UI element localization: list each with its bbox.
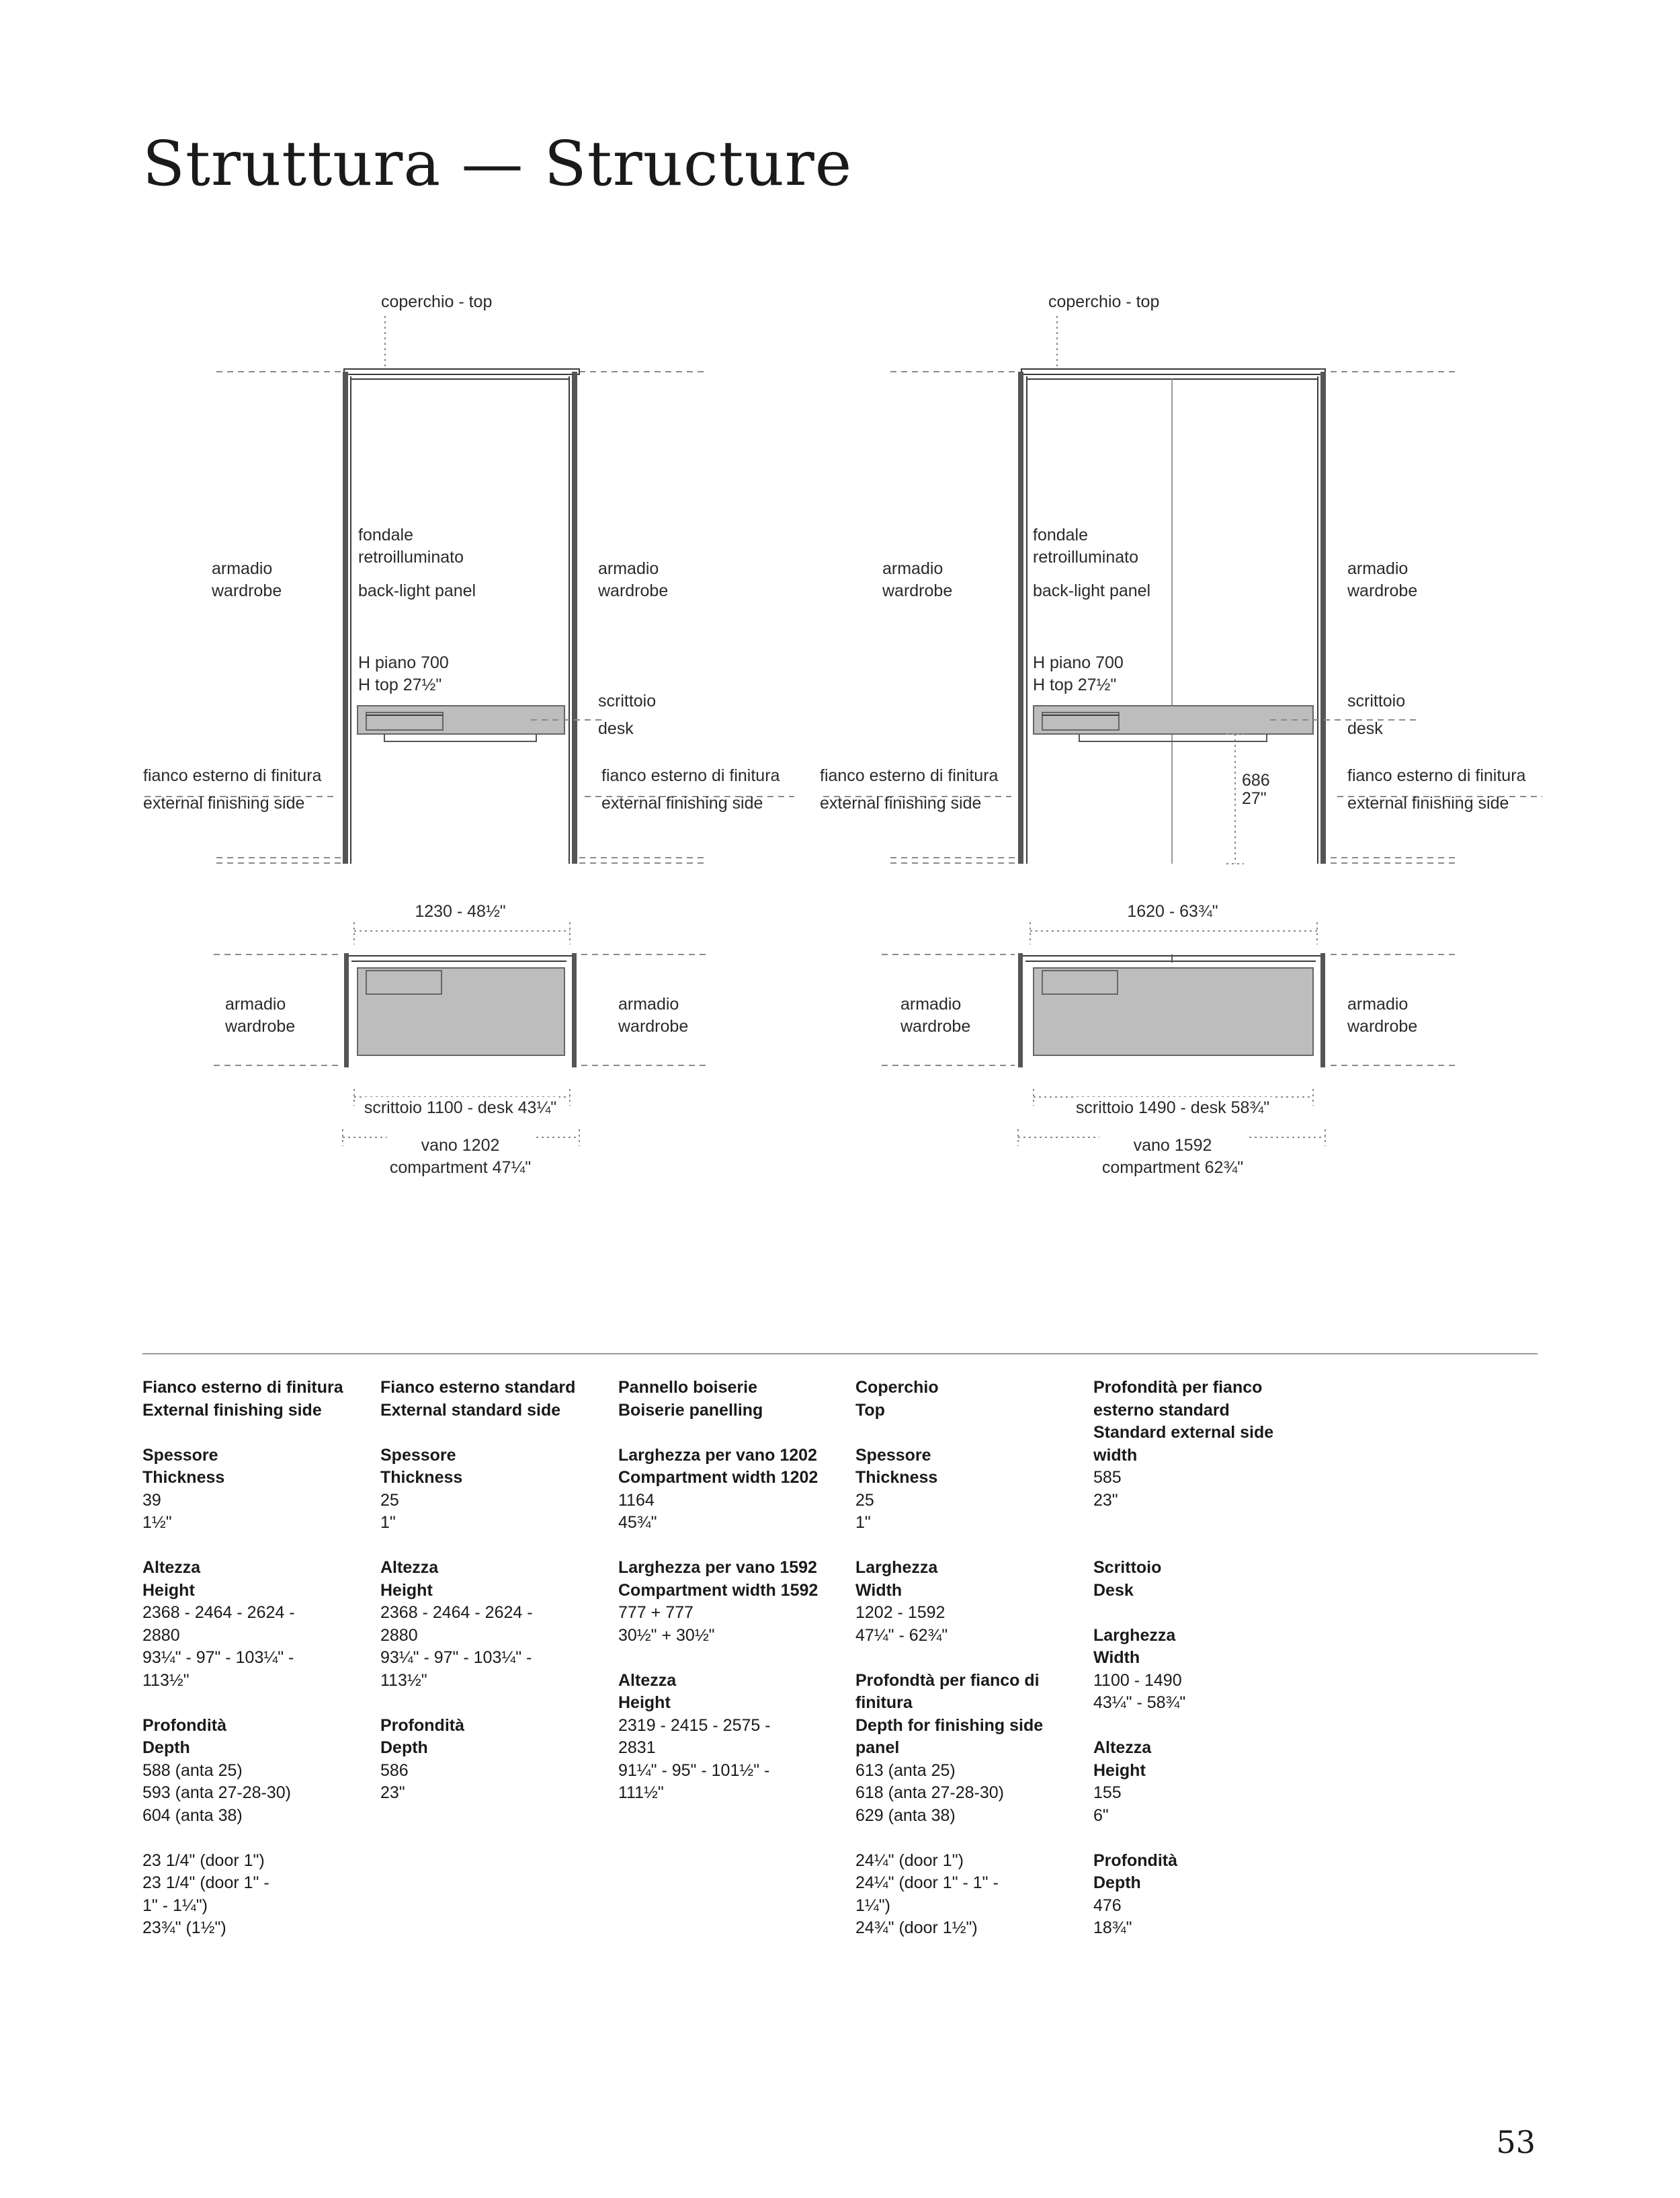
plan-side-left (1018, 953, 1023, 1067)
spec-value: 23¾" (1½") (142, 1918, 226, 1937)
spec-col-external-finishing-side (142, 1377, 371, 1940)
spec-heading: Desk (1093, 1580, 1134, 1600)
label-plan-width: 1230 - 48½" (415, 902, 506, 921)
spec-heading: Spessore (380, 1445, 456, 1465)
spec-heading: Larghezza per vano 1202 (618, 1445, 817, 1465)
spec-gap (855, 1827, 1084, 1850)
label-plan-wardrobe-right: armadio wardrobe (1347, 995, 1418, 1036)
label-desk-width: scrittoio 1490 - desk 58¾" (1073, 1097, 1272, 1119)
spec-gap (855, 1535, 1084, 1557)
spec-heading: Profondità (380, 1715, 464, 1735)
label-wardrobe-left: armadio wardrobe (212, 559, 282, 600)
spec-gap (1093, 1827, 1322, 1850)
spec-value: 23 1/4" (door 1") (142, 1850, 265, 1870)
spec-heading: Top (855, 1400, 885, 1420)
spec-col-external-standard-side (380, 1377, 609, 1805)
spec-heading: Scrittoio (1093, 1558, 1162, 1577)
spec-value: 113½" (142, 1670, 190, 1690)
desk-support (1079, 734, 1267, 741)
spec-heading: Spessore (142, 1445, 218, 1465)
spec-heading: Altezza (1093, 1738, 1152, 1757)
spec-heading: Thickness (380, 1468, 463, 1487)
spec-value: 777 + 777 (618, 1603, 694, 1622)
spec-value: 2319 - 2415 - 2575 - (618, 1715, 771, 1735)
spec-gap (142, 1422, 371, 1444)
spec-heading: Thickness (142, 1468, 225, 1487)
spec-value: 1" (380, 1513, 396, 1532)
label-top-cover: coperchio - top (381, 292, 493, 311)
spec-heading: Compartment width 1592 (618, 1580, 818, 1600)
label-wardrobe-right: armadio wardrobe (1347, 559, 1418, 600)
label-plan-wardrobe-right: armadio wardrobe (618, 995, 689, 1036)
section-divider (142, 1353, 1538, 1354)
spec-value: 2831 (618, 1738, 656, 1757)
spec-heading: Altezza (380, 1558, 439, 1577)
label-wardrobe-left: armadio wardrobe (882, 559, 953, 600)
label-plan-wardrobe-left: armadio wardrobe (225, 995, 296, 1036)
spec-value: 30½" + 30½" (618, 1625, 715, 1645)
spec-value: 629 (anta 38) (855, 1805, 956, 1825)
label-plan-width: 1620 - 63¾" (1127, 902, 1218, 921)
label-desk-width: scrittoio 1100 - desk 43¼" (362, 1097, 559, 1119)
spec-heading: Width (855, 1580, 902, 1600)
plan-side-left (344, 953, 349, 1067)
spec-heading: External finishing side (142, 1400, 322, 1420)
label-back-panel: fondale retroilluminato back-light panel (1033, 526, 1151, 600)
label-desk: scrittoio desk (598, 692, 657, 738)
spec-value: 6" (1093, 1805, 1109, 1825)
spec-heading: Standard external side (1093, 1423, 1274, 1442)
spec-value: 113½" (380, 1670, 427, 1690)
side-right (1320, 372, 1326, 864)
spec-value: 613 (anta 25) (855, 1760, 956, 1780)
side-left (343, 372, 348, 864)
spec-heading: Height (1093, 1760, 1146, 1780)
spec-value: 1202 - 1592 (855, 1603, 946, 1622)
spec-heading: Height (142, 1580, 195, 1600)
label-leg-height: 686 27" (1242, 771, 1270, 808)
label-desk: scrittoio desk (1347, 692, 1406, 738)
spec-value: 155 (1093, 1783, 1122, 1802)
spec-gap (380, 1535, 609, 1557)
spec-value: 593 (anta 27-28-30) (142, 1783, 291, 1802)
spec-gap (1093, 1512, 1322, 1535)
label-desk-height: H piano 700 H top 27½" (1033, 653, 1124, 694)
label-side-right: fianco esterno di finitura external finishing side (1347, 766, 1526, 813)
spec-heading: width (1093, 1445, 1138, 1465)
spec-value: 24¼" (door 1" - 1" - (855, 1873, 999, 1892)
spec-value: 2368 - 2464 - 2624 - (380, 1603, 533, 1622)
plan-side-right (1320, 953, 1325, 1067)
spec-heading: Coperchio (855, 1378, 939, 1397)
spec-value: 1100 - 1490 (1093, 1670, 1182, 1690)
spec-heading: Profondità (142, 1715, 226, 1735)
plan-side-right (572, 953, 577, 1067)
spec-value: 23 1/4" (door 1" - (142, 1873, 269, 1892)
spec-value: 23" (380, 1783, 405, 1802)
page-title: Struttura — Structure (142, 128, 853, 200)
spec-value: 476 (1093, 1896, 1122, 1915)
spec-gap (142, 1827, 371, 1850)
spec-value: 93¼" - 97" - 103¼" - (380, 1648, 532, 1667)
spec-heading: Fianco esterno di finitura (142, 1378, 343, 1397)
spec-value: 586 (380, 1760, 409, 1780)
spec-value: 24¼" (door 1") (855, 1850, 964, 1870)
spec-value: 18¾" (1093, 1918, 1132, 1937)
spec-heading: Depth (380, 1738, 428, 1757)
label-side-right: fianco esterno di finitura external finishing side (601, 766, 780, 813)
spec-heading: Depth (1093, 1873, 1141, 1892)
spec-col-standard-side-desk (1093, 1377, 1322, 1940)
spec-value: 604 (anta 38) (142, 1805, 243, 1825)
spec-gap (1093, 1535, 1322, 1557)
spec-heading: Depth (142, 1738, 190, 1757)
spec-gap (1093, 1602, 1322, 1625)
spec-heading: Altezza (618, 1670, 677, 1690)
spec-value: 25 (855, 1490, 874, 1510)
spec-value: 1164 (618, 1490, 655, 1510)
spec-value: 585 (1093, 1468, 1122, 1487)
spec-heading: Profondità per fianco (1093, 1378, 1263, 1397)
plan-desk (358, 968, 564, 1055)
spec-value: 1¼") (855, 1896, 890, 1915)
spec-value: 45¾" (618, 1513, 657, 1532)
spec-gap (142, 1535, 371, 1557)
spec-gap (855, 1422, 1084, 1444)
spec-value: 91¼" - 95" - 101½" - (618, 1760, 770, 1780)
spec-gap (380, 1422, 609, 1444)
spec-heading: Boiserie panelling (618, 1400, 763, 1420)
spec-heading: Larghezza per vano 1592 (618, 1558, 817, 1577)
spec-heading: Pannello boiserie (618, 1378, 758, 1397)
label-desk-height: H piano 700 H top 27½" (358, 653, 449, 694)
spec-heading: esterno standard (1093, 1400, 1230, 1420)
label-compartment: vano 1202 compartment 47¼" (387, 1135, 534, 1179)
spec-gap (1093, 1715, 1322, 1738)
spec-gap (855, 1647, 1084, 1670)
spec-value: 93¼" - 97" - 103¼" - (142, 1648, 294, 1667)
spec-value: 43¼" - 58¾" (1093, 1693, 1186, 1712)
spec-heading: Larghezza (855, 1558, 938, 1577)
spec-heading: Spessore (855, 1445, 931, 1465)
spec-col-top (855, 1377, 1084, 1940)
spec-value: 2880 (142, 1625, 180, 1645)
spec-heading: Height (380, 1580, 433, 1600)
top-cover (344, 369, 579, 374)
desk-support (384, 734, 536, 741)
spec-heading: Depth for finishing side (855, 1715, 1044, 1735)
label-compartment: vano 1592 compartment 62¾" (1099, 1135, 1246, 1179)
label-top-cover: coperchio - top (1048, 292, 1160, 311)
spec-heading: External standard side (380, 1400, 561, 1420)
plan-desk (1034, 968, 1313, 1055)
label-wardrobe-right: armadio wardrobe (598, 559, 669, 600)
spec-heading: Height (618, 1693, 671, 1712)
spec-value: 23" (1093, 1490, 1118, 1510)
spec-heading: Compartment width 1202 (618, 1468, 818, 1487)
label-side-left: fianco esterno di finitura external finishing side (820, 766, 999, 813)
spec-value: 25 (380, 1490, 399, 1510)
spec-value: 24¾" (door 1½") (855, 1918, 978, 1937)
spec-value: 39 (142, 1490, 161, 1510)
label-back-panel: fondale retroilluminato back-light panel (358, 526, 476, 600)
spec-heading: Thickness (855, 1468, 938, 1487)
spec-heading: panel (855, 1738, 900, 1757)
page-number: 53 (1496, 2124, 1536, 2160)
spec-value: 588 (anta 25) (142, 1760, 243, 1780)
spec-value: 618 (anta 27-28-30) (855, 1783, 1004, 1802)
spec-gap (142, 1692, 371, 1715)
spec-value: 47¼" - 62¾" (855, 1625, 948, 1645)
spec-gap (380, 1692, 609, 1715)
label-side-left: fianco esterno di finitura external finishing side (143, 766, 322, 813)
spec-heading: Altezza (142, 1558, 201, 1577)
spec-value: 1" - 1¼") (142, 1896, 208, 1915)
spec-heading: finitura (855, 1693, 913, 1712)
side-left (1018, 372, 1023, 864)
spec-heading: Larghezza (1093, 1625, 1176, 1645)
spec-value: 1" (855, 1513, 871, 1532)
spec-value: 2880 (380, 1625, 418, 1645)
spec-value: 1½" (142, 1513, 172, 1532)
spec-col-boiserie-panelling (618, 1377, 847, 1805)
spec-heading: Profondità (1093, 1850, 1177, 1870)
spec-gap (618, 1535, 847, 1557)
top-cover (1021, 369, 1325, 374)
spec-value: 2368 - 2464 - 2624 - (142, 1603, 295, 1622)
side-right (572, 372, 577, 864)
spec-gap (618, 1647, 847, 1670)
spec-gap (618, 1422, 847, 1444)
spec-value: 111½" (618, 1783, 664, 1802)
spec-heading: Fianco esterno standard (380, 1378, 576, 1397)
spec-heading: Profondtà per fianco di (855, 1670, 1040, 1690)
spec-heading: Width (1093, 1648, 1140, 1667)
label-plan-wardrobe-left: armadio wardrobe (900, 995, 971, 1036)
